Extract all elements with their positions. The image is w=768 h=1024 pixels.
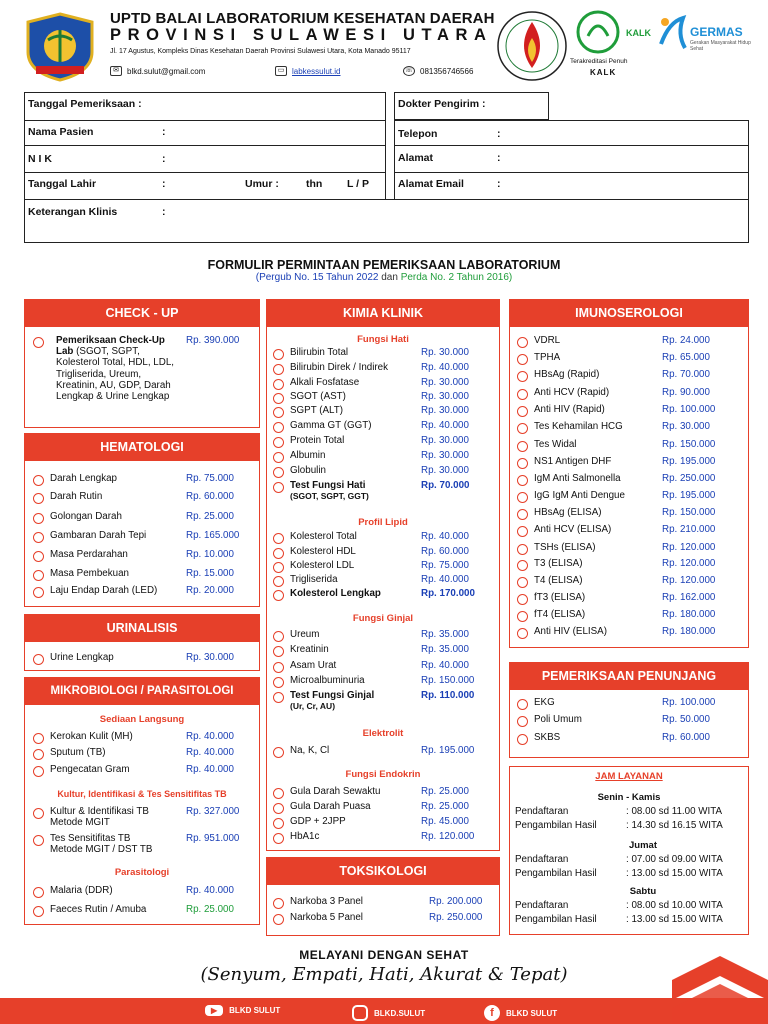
jam-day: Senin - Kamis (597, 792, 661, 803)
imuno-item-price: Rp. 70.000 (662, 369, 710, 380)
kimia-ginjal-test-label2: (Ur, Cr, AU) (290, 701, 336, 711)
imuno-header: IMUNOSEROLOGI (509, 299, 749, 327)
germas-subtitle: Gerakan Masyarakat Hidup Sehat (690, 40, 751, 52)
address-label: Alamat (398, 152, 434, 164)
hematologi-item-price: Rp. 15.000 (186, 568, 234, 579)
imuno-item-price: Rp. 195.000 (662, 456, 716, 467)
imuno-item-price: Rp. 180.000 (662, 626, 716, 637)
kalk-logo-text: KALK (626, 28, 651, 38)
penunjang-item-label: EKG (534, 697, 555, 708)
mikro-header: MIKROBIOLOGI / PARASITOLOGI (24, 677, 260, 705)
mikro-parasit-item-label: Malaria (DDR) (50, 885, 113, 896)
email-label: Alamat Email (398, 178, 464, 190)
kimia-hati-item-checkbox[interactable] (273, 349, 284, 360)
imuno-item-checkbox[interactable] (517, 594, 528, 605)
hematologi-item-checkbox[interactable] (33, 570, 44, 581)
toksik-item-label: Narkoba 3 Panel (290, 896, 363, 907)
facebook-link[interactable]: f BLKD SULUT (484, 1005, 557, 1021)
kimia-hati-item-price: Rp. 30.000 (421, 347, 469, 358)
imuno-item-price: Rp. 100.000 (662, 404, 716, 415)
kimia-lipid-item-label: Kolesterol HDL (290, 546, 356, 557)
kimia-hati-item-price: Rp. 30.000 (421, 465, 469, 476)
instagram-link[interactable]: BLKD.SULUT (352, 1005, 425, 1021)
imuno-item-checkbox[interactable] (517, 577, 528, 588)
kimia-lipid-item-checkbox[interactable] (273, 562, 284, 573)
jam-row-label: Pengambilan Hasil (515, 868, 597, 879)
imuno-item-checkbox[interactable] (517, 337, 528, 348)
mikro-parasit-item-price: Rp. 25.000 (186, 904, 234, 915)
kimia-hati-item-checkbox[interactable] (273, 422, 284, 433)
decorative-chevrons (672, 950, 768, 1024)
contact-info-box (394, 120, 749, 204)
kimia-hati-test-checkbox[interactable] (273, 482, 284, 493)
kimia-ginjal-item-label: Asam Urat (290, 660, 337, 671)
toksik-item-checkbox[interactable] (273, 898, 284, 909)
imuno-item-label: T4 (ELISA) (534, 575, 583, 586)
imuno-item-label: Tes Widal (534, 439, 577, 450)
penunjang-item-price: Rp. 50.000 (662, 714, 710, 725)
kimia-hati-item-price: Rp. 30.000 (421, 377, 469, 388)
whatsapp-icon: ☏ (404, 67, 414, 74)
imuno-item-price: Rp. 162.000 (662, 592, 716, 603)
header-title: UPTD BALAI LABORATORIUM KESEHATAN DAERAH (110, 10, 495, 27)
patient-name-label: Nama Pasien (28, 126, 94, 138)
imuno-item-label: fT3 (ELISA) (534, 592, 586, 603)
kimia-endokrin-item-price: Rp. 120.000 (421, 831, 475, 842)
mikro-parasit-item-checkbox[interactable] (33, 906, 44, 917)
kimia-header: KIMIA KLINIK (266, 299, 500, 327)
hematologi-item-price: Rp. 60.000 (186, 491, 234, 502)
penunjang-item-checkbox[interactable] (517, 734, 528, 745)
hematologi-item-checkbox[interactable] (33, 532, 44, 543)
hematologi-item-price: Rp. 10.000 (186, 549, 234, 560)
kimia-endokrin-item-price: Rp. 25.000 (421, 801, 469, 812)
kalk-text: KALK (590, 68, 617, 77)
website-contact[interactable]: ▭ labkessulut.id (275, 66, 340, 76)
kimia-hati-test-label2: (SGOT, SGPT, GGT) (290, 491, 369, 501)
kimia-hati-item-label: Globulin (290, 465, 326, 476)
footer-slogan: MELAYANI DENGAN SEHAT (299, 948, 469, 962)
kimia-ginjal-item-label: Kreatinin (290, 644, 329, 655)
kimia-sub-lipid: Profil Lipid (358, 517, 408, 528)
jam-row-label: Pendaftaran (515, 806, 569, 817)
toksik-item-price: Rp. 200.000 (429, 896, 483, 907)
imuno-item-price: Rp. 30.000 (662, 421, 710, 432)
kimia-ginjal-item-label: Microalbuminuria (290, 675, 365, 686)
kimia-lipid-test-label: Kolesterol Lengkap (290, 588, 381, 599)
imuno-item-checkbox[interactable] (517, 509, 528, 520)
jam-layanan-title: JAM LAYANAN (595, 771, 663, 782)
kimia-hati-item-label: Bilirubin Direk / Indirek (290, 362, 389, 373)
kimia-lipid-item-price: Rp. 60.000 (421, 546, 469, 557)
kimia-hati-item-checkbox[interactable] (273, 407, 284, 418)
imuno-item-price: Rp. 195.000 (662, 490, 716, 501)
phone-contact: ☏ 081356746566 (404, 66, 474, 76)
kimia-hati-item-label: Protein Total (290, 435, 345, 446)
kimia-ginjal-item-price: Rp. 150.000 (421, 675, 475, 686)
mikro-sub-sediaan: Sediaan Langsung (99, 714, 185, 725)
mikro-sub-parasit: Parasitologi (114, 867, 170, 878)
imuno-item-checkbox[interactable] (517, 458, 528, 469)
imuno-item-price: Rp. 120.000 (662, 558, 716, 569)
kimia-hati-item-price: Rp. 30.000 (421, 405, 469, 416)
instagram-icon (352, 1005, 368, 1021)
hematologi-item-checkbox[interactable] (33, 513, 44, 524)
hematologi-item-label: Masa Perdarahan (50, 549, 128, 560)
hematologi-item-label: Darah Lengkap (50, 473, 117, 484)
toksik-header: TOKSIKOLOGI (266, 857, 500, 885)
kimia-ginjal-test-label: Test Fungsi Ginjal (290, 690, 375, 701)
hematologi-item-label: Masa Pembekuan (50, 568, 129, 579)
toksik-item-price: Rp. 250.000 (429, 912, 483, 923)
kimia-endokrin-item-checkbox[interactable] (273, 788, 284, 799)
imuno-item-price: Rp. 210.000 (662, 524, 716, 535)
kimia-hati-item-price: Rp. 30.000 (421, 391, 469, 402)
kimia-hati-item-label: Gamma GT (GGT) (290, 420, 372, 431)
kimia-endokrin-item-checkbox[interactable] (273, 833, 284, 844)
kimia-lipid-item-label: Kolesterol Total (290, 531, 357, 542)
germas-logo-mark (657, 14, 687, 54)
kimia-ginjal-item-label: Ureum (290, 629, 320, 640)
kimia-hati-item-price: Rp. 30.000 (421, 450, 469, 461)
hematologi-item-price: Rp. 25.000 (186, 511, 234, 522)
jam-row-label: Pendaftaran (515, 900, 569, 911)
jam-row-time: : 08.00 sd 11.00 WITA (626, 806, 723, 817)
header-province: PROVINSI SULAWESI UTARA (110, 26, 493, 44)
hematologi-item-checkbox[interactable] (33, 551, 44, 562)
mikro-kultur-item-price: Rp. 327.000 (186, 806, 240, 817)
imuno-item-checkbox[interactable] (517, 441, 528, 452)
imuno-item-label: HBsAg (Rapid) (534, 369, 600, 380)
jam-row-time: : 08.00 sd 10.00 WITA (626, 900, 723, 911)
kimia-ginjal-item-checkbox[interactable] (273, 677, 284, 688)
seal-text: BALAI LABORATORIUM KESEHATAN PROVINSI SULAWESI UTARA (492, 87, 524, 88)
mikro-kultur-item-label2: Metode MGIT (50, 817, 110, 828)
nik-label: N I K (28, 153, 52, 165)
mikro-sensitif-item-price: Rp. 951.000 (186, 833, 240, 844)
exam-date-label: Tanggal Pemeriksaan : (28, 98, 142, 110)
imuno-item-price: Rp. 24.000 (662, 335, 710, 346)
mikro-parasit-item-checkbox[interactable] (33, 887, 44, 898)
kimia-hati-item-label: SGOT (AST) (290, 391, 346, 402)
urinalisis-header: URINALISIS (24, 614, 260, 642)
mikro-kultur-item-checkbox[interactable] (33, 808, 44, 819)
jam-row-time: : 07.00 sd 09.00 WITA (626, 854, 723, 865)
kimia-ginjal-item-price: Rp. 35.000 (421, 644, 469, 655)
kimia-hati-item-checkbox[interactable] (273, 379, 284, 390)
checkup-item: Pemeriksaan Check-Up Lab (SGOT, SGPT, Kolesterol Total, HDL, LDL, Trigliserida, Ureum, Kreatinin, AU, GDP, Darah Lengkap & Urine Lengkap (56, 335, 174, 403)
penunjang-item-label: Poli Umum (534, 714, 582, 725)
imuno-item-price: Rp. 90.000 (662, 387, 710, 398)
penunjang-item-checkbox[interactable] (517, 716, 528, 727)
mikro-sediaan-item-label: Sputum (TB) (50, 747, 106, 758)
kimia-endokrin-item-price: Rp. 25.000 (421, 786, 469, 797)
jam-row-time: : 14.30 sd 16.15 WITA (626, 820, 723, 831)
lab-seal-logo (492, 8, 572, 84)
form-legal-basis: (Pergub No. 15 Tahun 2022 dan Perda No. 2 Tahun 2016) (255, 272, 513, 283)
kimia-hati-item-checkbox[interactable] (273, 437, 284, 448)
province-emblem (22, 12, 98, 82)
kimia-hati-item-label: Albumin (290, 450, 326, 461)
mikro-kultur-item-label: Kultur & Identifikasi TB (50, 806, 149, 817)
web-icon: ▭ (275, 66, 287, 76)
hematologi-item-checkbox[interactable] (33, 587, 44, 598)
imuno-item-label: T3 (ELISA) (534, 558, 583, 569)
kimia-elektrolit-item-checkbox[interactable] (273, 747, 284, 758)
hematologi-item-price: Rp. 165.000 (186, 530, 240, 541)
kimia-sub-hati: Fungsi Hati (357, 334, 409, 345)
kimia-elektrolit-item-label: Na, K, Cl (290, 745, 330, 756)
kimia-endokrin-item-price: Rp. 45.000 (421, 816, 469, 827)
age-label: Umur : (245, 178, 279, 190)
kimia-endokrin-item-label: Gula Darah Sewaktu (290, 786, 381, 797)
imuno-item-checkbox[interactable] (517, 371, 528, 382)
mikro-sediaan-item-checkbox[interactable] (33, 749, 44, 760)
mikro-sensitif-item-label: Tes Sensitifitas TB (50, 833, 131, 844)
jam-row-label: Pengambilan Hasil (515, 820, 597, 831)
jam-row-time: : 13.00 sd 15.00 WITA (626, 868, 723, 879)
imuno-item-label: VDRL (534, 335, 561, 346)
gender-label: L / P (347, 178, 369, 190)
imuno-item-checkbox[interactable] (517, 354, 528, 365)
kimia-hati-item-price: Rp. 40.000 (421, 362, 469, 373)
kimia-hati-item-label: Alkali Fosfatase (290, 377, 360, 388)
kimia-hati-test-price: Rp. 70.000 (421, 480, 470, 491)
phone-label: Telepon (398, 128, 438, 140)
imuno-item-price: Rp. 120.000 (662, 575, 716, 586)
kimia-elektrolit-item-price: Rp. 195.000 (421, 745, 475, 756)
imuno-item-label: NS1 Antigen DHF (534, 456, 612, 467)
kimia-lipid-item-price: Rp. 40.000 (421, 574, 469, 585)
hematologi-item-label: Golongan Darah (50, 511, 122, 522)
mikro-sediaan-item-price: Rp. 40.000 (186, 764, 234, 775)
germas-title: GERMAS (690, 25, 743, 39)
birth-date-label: Tanggal Lahir (28, 178, 97, 190)
hematologi-item-label: Darah Rutin (50, 491, 103, 502)
kimia-lipid-item-price: Rp. 40.000 (421, 531, 469, 542)
jam-day: Sabtu (629, 886, 657, 897)
imuno-item-price: Rp. 65.000 (662, 352, 710, 363)
mikro-sediaan-item-checkbox[interactable] (33, 733, 44, 744)
imuno-item-label: Anti HCV (Rapid) (534, 387, 610, 398)
penunjang-item-label: SKBS (534, 732, 561, 743)
mikro-sensitif-item-checkbox[interactable] (33, 835, 44, 846)
hematologi-item-price: Rp. 75.000 (186, 473, 234, 484)
kimia-hati-item-label: SGPT (ALT) (290, 405, 343, 416)
hematologi-item-label: Gambaran Darah Tepi (50, 530, 147, 541)
penunjang-item-price: Rp. 60.000 (662, 732, 710, 743)
clinical-notes-label: Keterangan Klinis (28, 206, 118, 218)
email-icon: ✉ (110, 66, 122, 76)
kimia-ginjal-item-price: Rp. 40.000 (421, 660, 469, 671)
imuno-item-checkbox[interactable] (517, 526, 528, 537)
imuno-item-checkbox[interactable] (517, 389, 528, 400)
kimia-lipid-test-price: Rp. 170.000 (421, 588, 475, 599)
kimia-lipid-item-checkbox[interactable] (273, 533, 284, 544)
penunjang-item-checkbox[interactable] (517, 699, 528, 710)
imuno-item-label: Anti HIV (Rapid) (534, 404, 605, 415)
imuno-item-checkbox[interactable] (517, 544, 528, 555)
kimia-hati-item-checkbox[interactable] (273, 467, 284, 478)
kimia-ginjal-item-price: Rp. 35.000 (421, 629, 469, 640)
imuno-item-label: Anti HCV (ELISA) (534, 524, 612, 535)
kimia-sub-elektrolit: Elektrolit (362, 728, 404, 739)
mikro-sediaan-item-price: Rp. 40.000 (186, 731, 234, 742)
imuno-item-price: Rp. 250.000 (662, 473, 716, 484)
kimia-hati-test-label: Test Fungsi Hati (290, 480, 366, 491)
kimia-lipid-item-label: Trigliserida (290, 574, 338, 585)
urinalisis-item-label: Urine Lengkap (50, 652, 114, 663)
jam-row-time: : 13.00 sd 15.00 WITA (626, 914, 723, 925)
years-label: thn (306, 178, 323, 190)
mikro-sediaan-item-label: Kerokan Kulit (MH) (50, 731, 133, 742)
kimia-endokrin-item-label: HbA1c (290, 831, 320, 842)
kimia-sub-endokrin: Fungsi Endokrin (345, 769, 421, 780)
imuno-item-label: HBsAg (ELISA) (534, 507, 602, 518)
kimia-hati-item-price: Rp. 40.000 (421, 420, 469, 431)
toksik-item-label: Narkoba 5 Panel (290, 912, 363, 923)
kimia-endokrin-item-checkbox[interactable] (273, 818, 284, 829)
clinical-notes-box[interactable] (24, 199, 749, 243)
kimia-lipid-item-label: Kolesterol LDL (290, 560, 355, 571)
hematologi-item-checkbox[interactable] (33, 475, 44, 486)
jam-row-label: Pendaftaran (515, 854, 569, 865)
kimia-endokrin-item-label: GDP + 2JPP (290, 816, 346, 827)
kimia-lipid-item-checkbox[interactable] (273, 548, 284, 559)
kimia-lipid-test-checkbox[interactable] (273, 590, 284, 601)
hematologi-header: HEMATOLOGI (24, 433, 260, 461)
imuno-item-price: Rp. 180.000 (662, 609, 716, 620)
jam-day: Jumat (629, 840, 657, 851)
facebook-icon: f (484, 1005, 500, 1021)
header-address: Jl. 17 Agustus, Kompleks Dinas Kesehatan Daerah Provinsi Sulawesi Utara, Kota Manado 95117 (110, 48, 411, 55)
urinalisis-item-price: Rp. 30.000 (186, 652, 234, 663)
imuno-item-label: TSHs (ELISA) (534, 542, 596, 553)
mikro-parasit-item-price: Rp. 40.000 (186, 885, 234, 896)
imuno-item-price: Rp. 150.000 (662, 439, 716, 450)
imuno-item-price: Rp. 120.000 (662, 542, 716, 553)
checkup-header: CHECK - UP (24, 299, 260, 327)
checkup-checkbox[interactable] (33, 337, 44, 348)
kimia-hati-item-price: Rp. 30.000 (421, 435, 469, 446)
hematologi-item-checkbox[interactable] (33, 493, 44, 504)
youtube-icon: ▶ (205, 1005, 223, 1016)
toksik-item-checkbox[interactable] (273, 914, 284, 925)
imuno-item-label: Tes Kehamilan HCG (534, 421, 623, 432)
kimia-ginjal-item-checkbox[interactable] (273, 646, 284, 657)
mikro-sub-kultur: Kultur, Identifikasi & Tes Sensitifitas TB (57, 789, 227, 799)
kimia-ginjal-test-price: Rp. 110.000 (421, 690, 475, 701)
kimia-ginjal-test-checkbox[interactable] (273, 692, 284, 703)
mikro-sediaan-item-label: Pengecatan Gram (50, 764, 130, 775)
urinalisis-item-checkbox[interactable] (33, 654, 44, 665)
doctor-label: Dokter Pengirim : (398, 98, 486, 110)
kimia-hati-item-checkbox[interactable] (273, 393, 284, 404)
kimia-hati-item-label: Bilirubin Total (290, 347, 349, 358)
kimia-ginjal-item-checkbox[interactable] (273, 662, 284, 673)
imuno-item-label: fT4 (ELISA) (534, 609, 586, 620)
checkup-price: Rp. 390.000 (186, 335, 240, 346)
imuno-item-checkbox[interactable] (517, 611, 528, 622)
imuno-item-label: Anti HIV (ELISA) (534, 626, 607, 637)
kimia-endokrin-item-label: Gula Darah Puasa (290, 801, 371, 812)
kimia-endokrin-item-checkbox[interactable] (273, 803, 284, 814)
imuno-item-label: TPHA (534, 352, 561, 363)
form-title: FORMULIR PERMINTAAN PEMERIKSAAN LABORATORIUM (207, 258, 561, 272)
imuno-item-checkbox[interactable] (517, 475, 528, 486)
kimia-sub-ginjal: Fungsi Ginjal (352, 613, 414, 624)
imuno-item-checkbox[interactable] (517, 628, 528, 639)
footer-values: (Senyum, Empati, Hati, Akurat & Tepat) (200, 964, 568, 985)
kimia-lipid-item-checkbox[interactable] (273, 576, 284, 587)
hematologi-item-price: Rp. 20.000 (186, 585, 234, 596)
penunjang-item-price: Rp. 100.000 (662, 697, 716, 708)
kalk-note: Terakreditasi Penuh (570, 58, 628, 65)
mikro-sensitif-item-label2: Metode MGIT / DST TB (50, 844, 153, 855)
email-contact: ✉ blkd.sulut@gmail.com (110, 66, 205, 76)
imuno-item-price: Rp. 150.000 (662, 507, 716, 518)
kalk-logo (574, 8, 624, 56)
mikro-sediaan-item-price: Rp. 40.000 (186, 747, 234, 758)
kimia-hati-item-checkbox[interactable] (273, 452, 284, 463)
mikro-sediaan-item-checkbox[interactable] (33, 766, 44, 777)
jam-row-label: Pengambilan Hasil (515, 914, 597, 925)
imuno-item-checkbox[interactable] (517, 560, 528, 571)
kimia-ginjal-item-checkbox[interactable] (273, 631, 284, 642)
imuno-item-checkbox[interactable] (517, 492, 528, 503)
imuno-item-label: IgM Anti Salmonella (534, 473, 621, 484)
mikro-parasit-item-label: Faeces Rutin / Amuba (50, 904, 147, 915)
kimia-lipid-item-price: Rp. 75.000 (421, 560, 469, 571)
imuno-item-label: IgG IgM Anti Dengue (534, 490, 625, 501)
kimia-hati-item-checkbox[interactable] (273, 364, 284, 375)
imuno-item-checkbox[interactable] (517, 423, 528, 434)
youtube-link[interactable]: ▶ BLKD SULUT (205, 1005, 280, 1016)
hematologi-item-label: Laju Endap Darah (LED) (50, 585, 158, 596)
penunjang-header: PEMERIKSAAN PENUNJANG (509, 662, 749, 690)
imuno-item-checkbox[interactable] (517, 406, 528, 417)
